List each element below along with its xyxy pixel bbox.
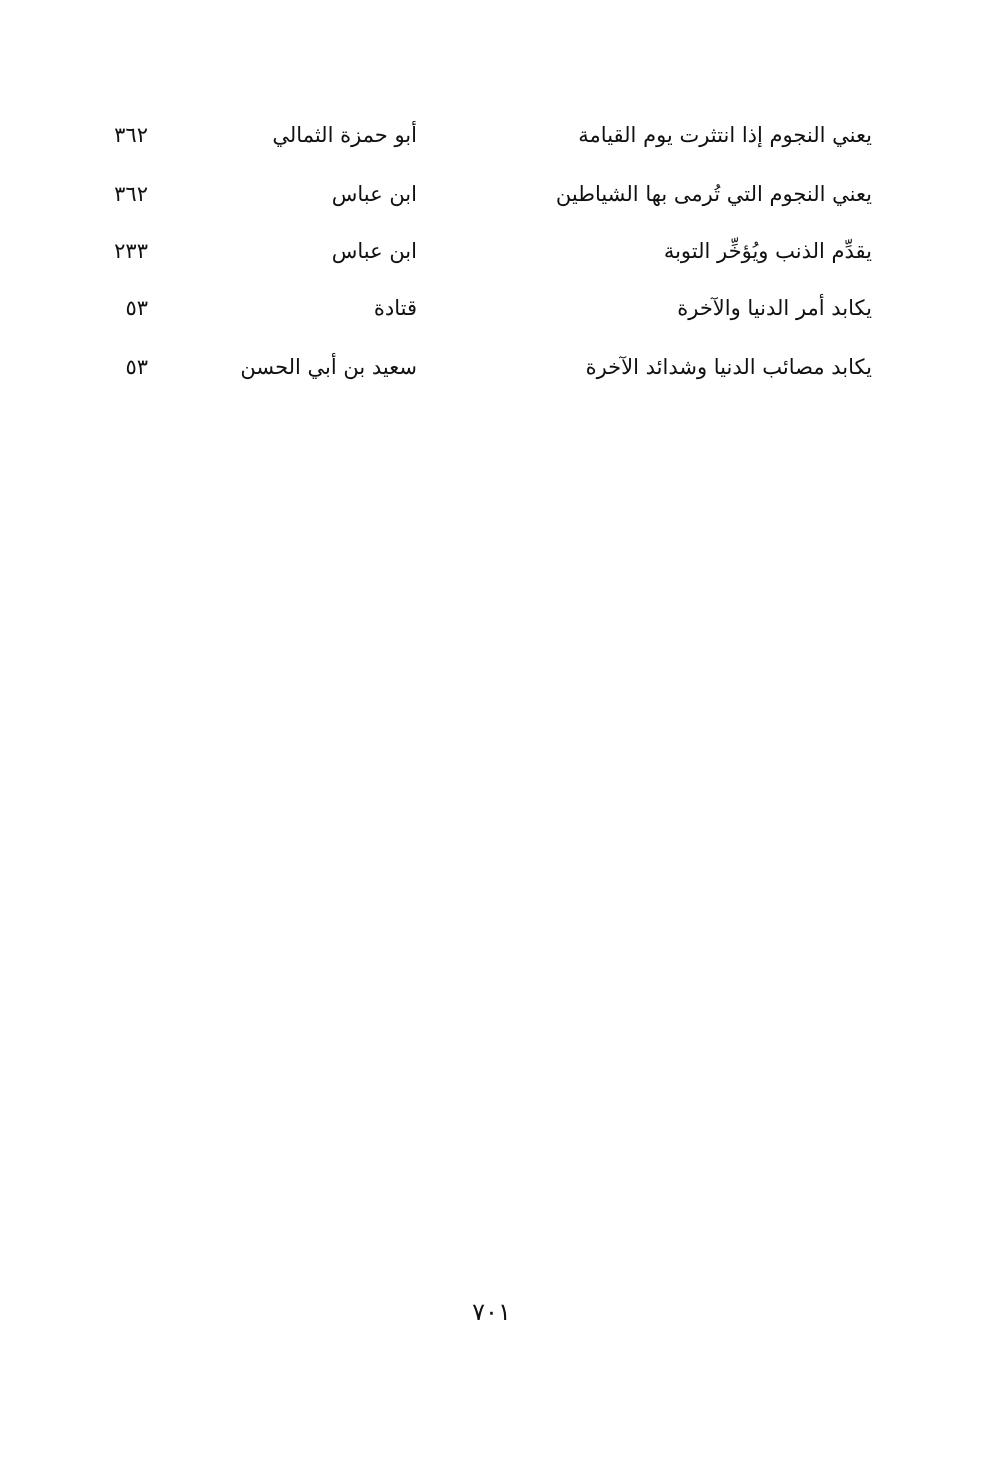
phrase-text: يكابد مصائب الدنيا وشدائد الآخرة — [585, 355, 872, 379]
phrase-text: يكابد أمر الدنيا والآخرة — [677, 296, 872, 320]
narrator-name: أبو حمزة الثمالي — [272, 123, 417, 147]
page-number: ٧٠١ — [472, 1298, 511, 1326]
index-row — [0, 231, 983, 271]
index-row — [0, 115, 983, 155]
index-row — [0, 174, 983, 214]
narrator-name: ابن عباس — [331, 182, 417, 206]
index-row — [0, 288, 983, 328]
page-reference: ٢٣٣ — [114, 239, 148, 263]
phrase-text: يعني النجوم التي تُرمى بها الشياطين — [555, 182, 872, 206]
narrator-name: سعيد بن أبي الحسن — [240, 355, 417, 379]
index-row — [0, 347, 983, 387]
page-reference: ٥٣ — [125, 355, 148, 379]
page-reference: ٣٦٢ — [114, 182, 148, 206]
page-reference: ٣٦٢ — [114, 123, 148, 147]
phrase-text: يعني النجوم إذا انتثرت يوم القيامة — [578, 123, 872, 147]
page-reference: ٥٣ — [125, 296, 148, 320]
narrator-name: قتادة — [373, 296, 417, 320]
narrator-name: ابن عباس — [331, 239, 417, 263]
phrase-text: يقدِّم الذنب ويُؤخِّر التوبة — [663, 239, 872, 263]
